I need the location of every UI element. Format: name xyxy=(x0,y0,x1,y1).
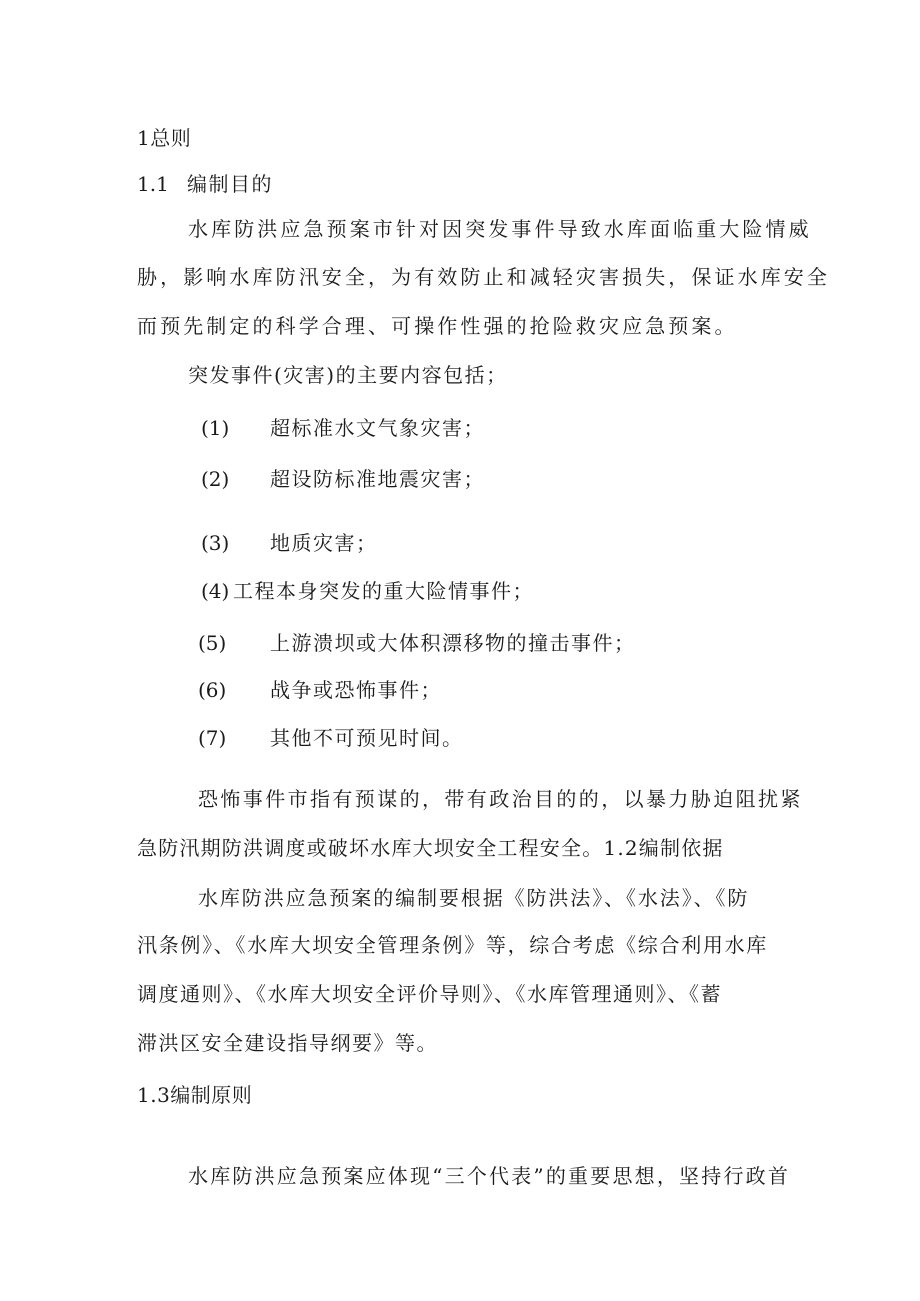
list-item-text: 超设防标准地震灾害； xyxy=(270,467,485,491)
paragraph-line: 胁，影响水库防汛安全，为有效防止和减轻灾害损失，保证水库安全 xyxy=(137,265,830,289)
list-number: (7) xyxy=(198,726,227,750)
list-item-text: 超标准水文气象灾害； xyxy=(270,416,485,440)
list-number: (6) xyxy=(198,678,227,702)
paragraph-line: 水库防洪应急预案市针对因突发事件导致水库面临重大险情威 xyxy=(188,217,812,241)
paragraph-line: 滞洪区安全建设指导纲要》等。 xyxy=(137,1031,438,1055)
subsection-title-1-1: 编制目的 xyxy=(187,172,273,196)
section-heading-1: 1总则 xyxy=(137,126,192,150)
list-number: (2) xyxy=(201,467,230,491)
list-item-text: 上游溃坝或大体积漂移物的撞击事件； xyxy=(270,631,636,655)
paragraph-line: 汛条例》、《水库大坝安全管理条例》等，综合考虑《综合利用水库 xyxy=(137,933,768,957)
list-item-text: 战争或恐怖事件； xyxy=(270,678,442,702)
paragraph-line: 急防汛期防洪调度或破坏水库大坝安全工程安全。1.2编制依据 xyxy=(137,836,724,860)
list-item-text: 地质灾害； xyxy=(270,531,378,555)
subsection-number-1-1: 1.1 xyxy=(137,172,169,196)
list-number: (4) xyxy=(201,579,230,603)
subsection-heading-1-3: 1.3编制原则 xyxy=(137,1083,253,1107)
paragraph-line: 水库防洪应急预案的编制要根据《防洪法》、《水法》、《防 xyxy=(198,886,750,910)
paragraph-line: 而预先制定的科学合理、可操作性强的抢险救灾应急预案。 xyxy=(137,314,738,338)
list-number: (1) xyxy=(201,416,230,440)
paragraph-line: 恐怖事件市指有预谋的，带有政治目的的，以暴力胁迫阻扰紧 xyxy=(198,787,803,811)
paragraph-line: 水库防洪应急预案应体现“三个代表”的重要思想，坚持行政首 xyxy=(188,1164,791,1188)
list-number: (5) xyxy=(198,631,227,655)
list-item-text: 工程本身突发的重大险情事件； xyxy=(233,579,534,603)
paragraph-line: 调度通则》、《水库大坝安全评价导则》、《水库管理通则》、《蓄 xyxy=(137,982,722,1006)
list-number: (3) xyxy=(201,531,230,555)
paragraph-line: 突发事件(灾害)的主要内容包括； xyxy=(188,363,508,387)
list-item-text: 其他不可预见时间。 xyxy=(270,726,464,750)
